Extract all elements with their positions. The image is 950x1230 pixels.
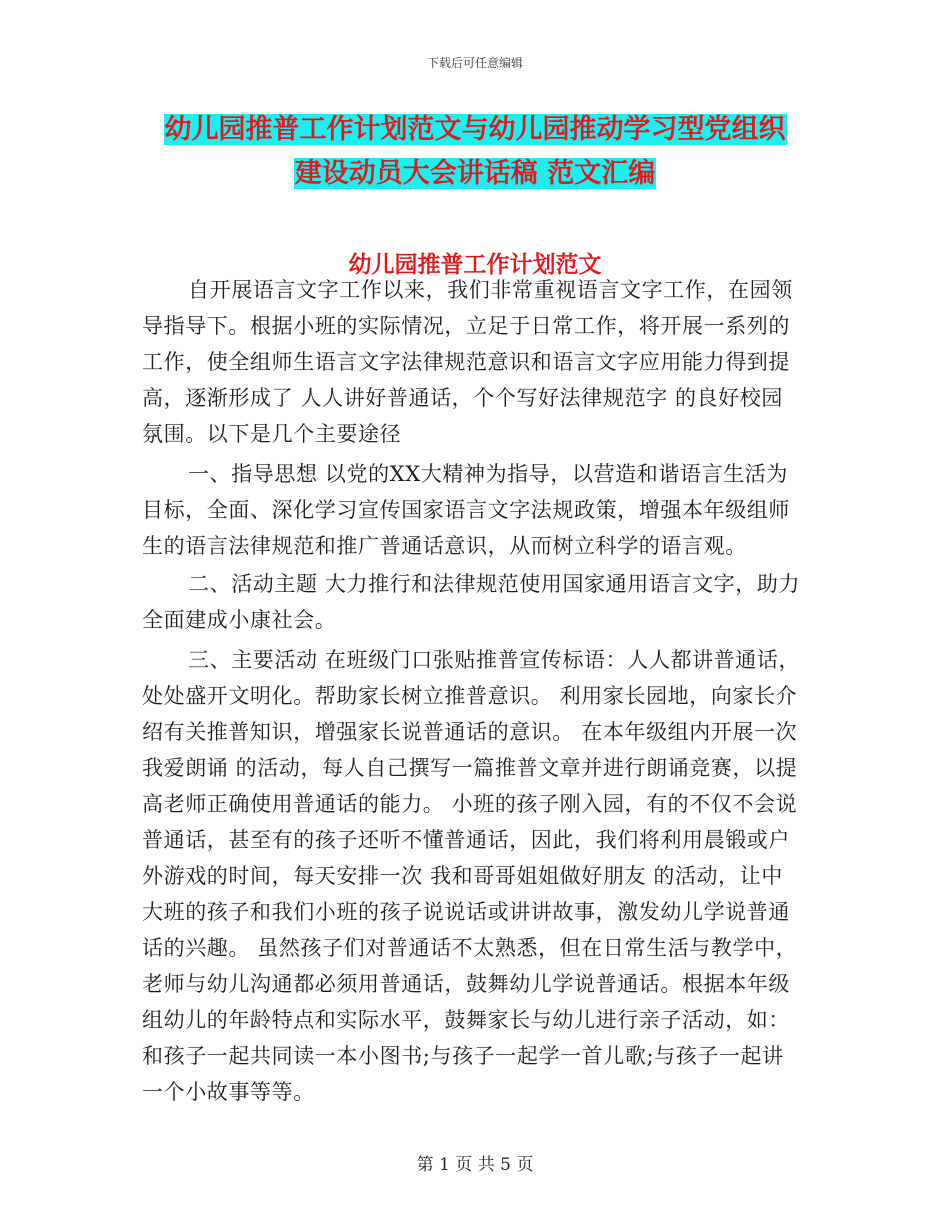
document-title-line-1 — [120, 111, 830, 149]
paragraph-line: 外游戏的时间，每天安排一次 我和哥哥姐姐做好朋友 的活动，让中 — [142, 864, 783, 888]
paragraph-line: 我爱朗诵 的活动，每人自己撰写一篇推普文章并进行朗诵竞赛，以提 — [142, 756, 798, 780]
paragraph-line: 一个小故事等等。 — [142, 1080, 315, 1104]
paragraph-line: 高老师正确使用普通话的能力。 小班的孩子刚入园，有的不仅不会说 — [142, 792, 798, 816]
paragraph-line: 普通话，甚至有的孩子还听不懂普通话，因此，我们将利用晨锻或户 — [142, 828, 790, 852]
page-header-note: 下载后可任意编辑 — [426, 56, 523, 70]
paragraph-line: 全面建成小康社会。 — [142, 608, 337, 632]
paragraph-line: 工作，使全组师生语言文字法律规范意识和语言文字应用能力得到提 — [142, 350, 790, 374]
paragraph-line: 组幼儿的年龄特点和实际水平，鼓舞家长与幼儿进行亲子活动，如： — [142, 1008, 790, 1032]
paragraph-line: 氛围。以下是几个主要途径 — [142, 422, 402, 446]
page-number-footer: 第 1 页 共 5 页 — [416, 1155, 534, 1175]
title-highlight-2: 建设动员大会讲话稿 范文汇编 — [294, 158, 656, 189]
paragraph-line: 处处盛开文明化。帮助家长树立推普意识。 利用家长园地，向家长介 — [142, 684, 798, 708]
paragraph-line: 话的兴趣。 虽然孩子们对普通话不太熟悉，但在日常生活与教学中， — [142, 936, 798, 960]
paragraph-line: 大班的孩子和我们小班的孩子说说话或讲讲故事，激发幼儿学说普通 — [142, 900, 790, 924]
paragraph-line: 自开展语言文字工作以来，我们非常重视语言文字工作，在园领 — [188, 278, 793, 302]
section-title: 幼儿园推普工作计划范文 — [348, 252, 602, 278]
paragraph-line: 导指导下。根据小班的实际情况，立足于日常工作，将开展一系列的 — [142, 314, 790, 338]
document-title-line-2 — [120, 155, 830, 193]
paragraph-line: 目标，全面、深化学习宣传国家语言文字法规政策，增强本年级组师 — [142, 498, 790, 522]
paragraph-line: 三、主要活动 在班级门口张贴推普宣传标语：人人都讲普通话， — [188, 648, 801, 672]
title-highlight-1: 幼儿园推普工作计划范文与幼儿园推动学习型党组织 — [164, 114, 786, 145]
paragraph-line: 高，逐渐形成了 人人讲好普通话，个个写好法律规范字 的良好校园 — [142, 386, 783, 410]
paragraph-line: 和孩子一起共同读一本小图书;与孩子一起学一首儿歌;与孩子一起讲 — [142, 1044, 784, 1068]
paragraph-line: 一、指导思想 以党的XX大精神为指导，以营造和谐语言生活为 — [188, 462, 788, 486]
paragraph-line: 老师与幼儿沟通都必须用普通话，鼓舞幼儿学说普通话。根据本年级 — [142, 972, 790, 996]
paragraph-line: 绍有关推普知识，增强家长说普通话的意识。 在本年级组内开展一次 — [142, 720, 798, 744]
paragraph-line: 生的语言法律规范和推广普通话意识，从而树立科学的语言观。 — [142, 534, 747, 558]
paragraph-line: 二、活动主题 大力推行和法律规范使用国家通用语言文字，助力 — [188, 572, 801, 596]
